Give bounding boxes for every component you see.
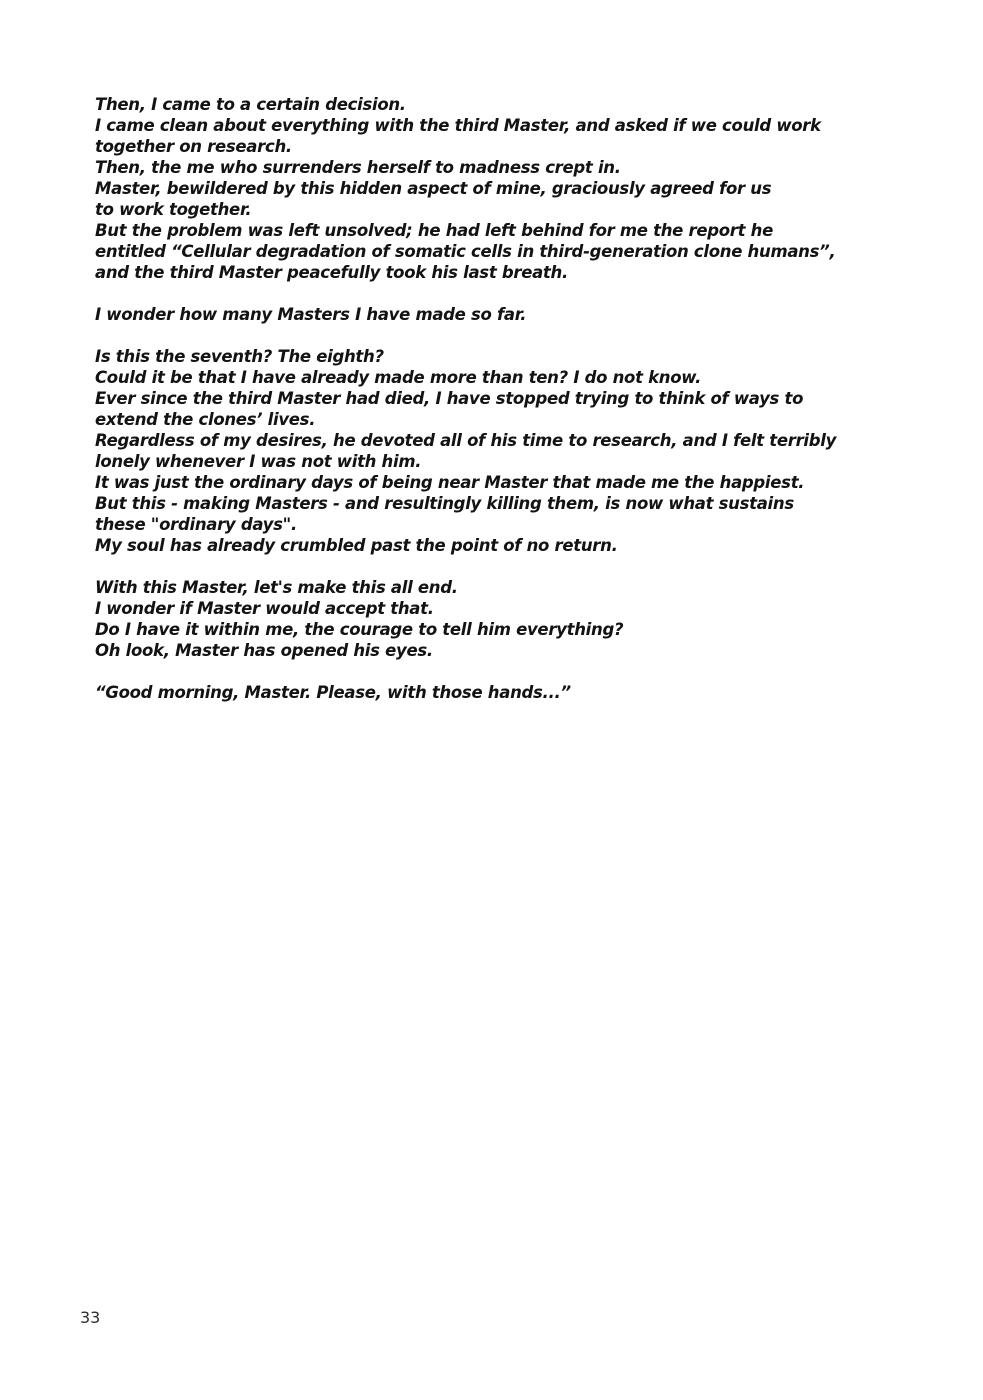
paragraph-1 xyxy=(95,94,935,283)
text-line: Then, the me who surrenders herself to madness crept in. xyxy=(95,158,621,177)
paragraph-2 xyxy=(95,304,935,325)
story-text-block xyxy=(95,94,935,703)
text-line: Ever since the third Master had died, I have stopped trying to think of ways to xyxy=(95,389,804,408)
text-line: Regardless of my desires, he devoted all of his time to research, and I felt terribly xyxy=(95,431,837,450)
text-line: With this Master, let's make this all end. xyxy=(95,578,458,597)
text-line: But the problem was left unsolved; he had left behind for me the report he xyxy=(95,221,773,240)
text-line: Do I have it within me, the courage to tell him everything? xyxy=(95,620,624,639)
text-line: Master, bewildered by this hidden aspect of mine, graciously agreed for us xyxy=(95,179,772,198)
text-line: Oh look, Master has opened his eyes. xyxy=(95,641,433,660)
paragraph-5 xyxy=(95,682,935,703)
text-line: to work together. xyxy=(95,200,252,219)
text-line: “Good morning, Master. Please, with those hands...” xyxy=(95,683,571,702)
paragraph-3 xyxy=(95,346,935,556)
text-line: I wonder if Master would accept that. xyxy=(95,599,434,618)
text-line: lonely whenever I was not with him. xyxy=(95,452,422,471)
text-line: Could it be that I have already made more than ten? I do not know. xyxy=(95,368,702,387)
paragraph-4 xyxy=(95,577,935,661)
text-line: I wonder how many Masters I have made so far. xyxy=(95,305,527,324)
text-line: entitled “Cellular degradation of somatic cells in third-generation clone humans”, xyxy=(95,242,836,261)
text-line: together on research. xyxy=(95,137,292,156)
text-line: extend the clones’ lives. xyxy=(95,410,316,429)
text-line: these "ordinary days". xyxy=(95,515,297,534)
text-line: My soul has already crumbled past the point of no return. xyxy=(95,536,618,555)
page-number: 33 xyxy=(80,1308,101,1327)
text-line: and the third Master peacefully took his last breath. xyxy=(95,263,568,282)
text-line: Is this the seventh? The eighth? xyxy=(95,347,384,366)
text-line: But this - making Masters - and resultingly killing them, is now what sustains xyxy=(95,494,794,513)
text-line: Then, I came to a certain decision. xyxy=(95,95,406,114)
text-line: It was just the ordinary days of being near Master that made me the happiest. xyxy=(95,473,805,492)
text-line: I came clean about everything with the third Master, and asked if we could work xyxy=(95,116,821,135)
